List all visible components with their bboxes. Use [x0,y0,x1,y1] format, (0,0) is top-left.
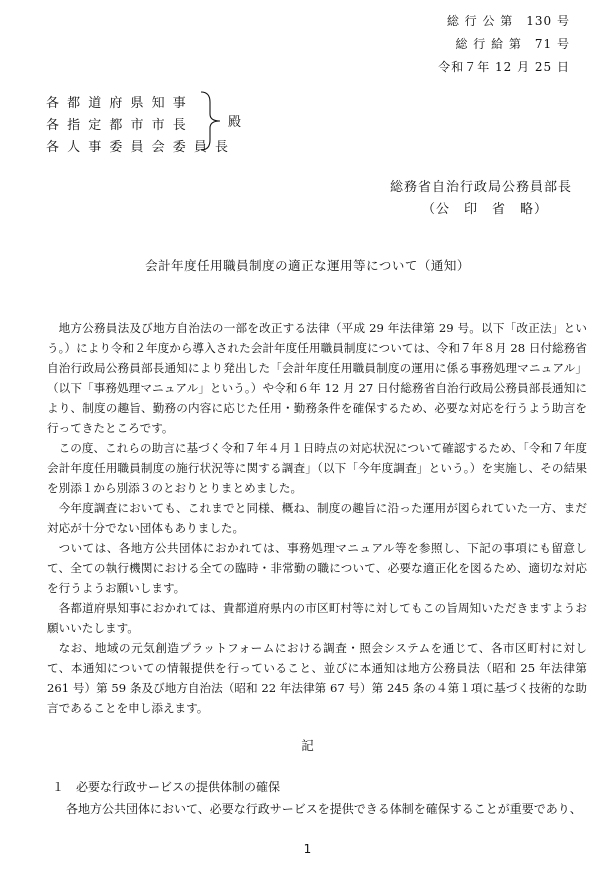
document-date: 令和７年 12 月 25 日 [438,60,570,74]
page-number: 1 [303,842,312,856]
ki-heading: 記 [301,738,314,753]
body-paragraphs [47,318,587,718]
paragraph: 今年度調査においても、これまでと同様、概ね、制度の趣旨に沿った運用が図られていた一方、まだ対応が十分でない団体もありました。 [47,501,587,535]
paragraph: この度、これらの助言に基づく令和７年４月１日時点の対応状況について確認するため、「令和７年度会計年度任用職員制度の施行状況等に関する調査」（以下「今年度調査」という。）を実施し、その結果を別添１から別添３のとおりとりまとめました。 [47,441,587,495]
seal-omitted-note: （公 印 省 略） [422,202,549,217]
doc-number-1: 総 行 公 第 130 号 [446,14,570,28]
addressee-commission-chairs: 各 人 事 委 員 会 委 員 長 [46,140,231,155]
document-title: 会計年度任用職員制度の適正な運用等について（通知） [145,258,470,273]
addressee-brace [198,90,224,152]
addressee-honorific: 殿 [228,115,242,130]
addressee-governors: 各 都 道 府 県 知 事 [46,96,188,111]
paragraph: なお、地域の元気創造プラットフォームにおける調査・照会システムを通じて、各市区町村に対して、本通知についての情報提供を行っていること、並びに本通知は地方公務員法（昭和 25 年法律第 261 号）第 59 条及び地方自治法（昭和 22 年法律第 67 号）第 245 条の４第１項に基づく技術的な助言であることを申し添えます。 [47,641,587,715]
paragraph: 地方公務員法及び地方自治法の一部を改正する法律（平成 29 年法律第 29 号。以下「改正法」という。）により令和２年度から導入された会計年度任用職員制度については、令和７年８月 28 日付総務省自治行政局公務員部長通知により発出した「会計年度任用職員制度の運用に係る事務処理マニュアル」（以下「事務処理マニュアル」という。）や令和６年 12 月 27 日付総務省自治行政局公務員部長通知により、制度の趣旨、勤務の内容に応じた任用・勤務条件を確保するため、必要な対応を行うよう助言を行ってきたところです。 [47,321,587,435]
paragraph: 各都道府県知事におかれては、貴都道府県内の市区町村等に対してもこの旨周知いただきますようお願いいたします。 [47,601,587,635]
paragraph: ついては、各地方公共団体におかれては、事務処理マニュアル等を参照し、下記の事項にも留意して、全ての執行機関における全ての臨時・非常勤の職について、必要な適正化を図るため、適切な対応を行うようお願いします。 [47,541,587,595]
sender-name: 総務省自治行政局公務員部長 [390,180,573,195]
doc-number-2: 総 行 給 第 71 号 [455,37,570,51]
section-1-heading: １ 必要な行政サービスの提供体制の確保 [52,780,281,794]
section-1-text: 各地方公共団体において、必要な行政サービスを提供できる体制を確保することが重要であり、 [66,802,582,816]
addressee-mayors: 各 指 定 都 市 市 長 [46,118,188,133]
